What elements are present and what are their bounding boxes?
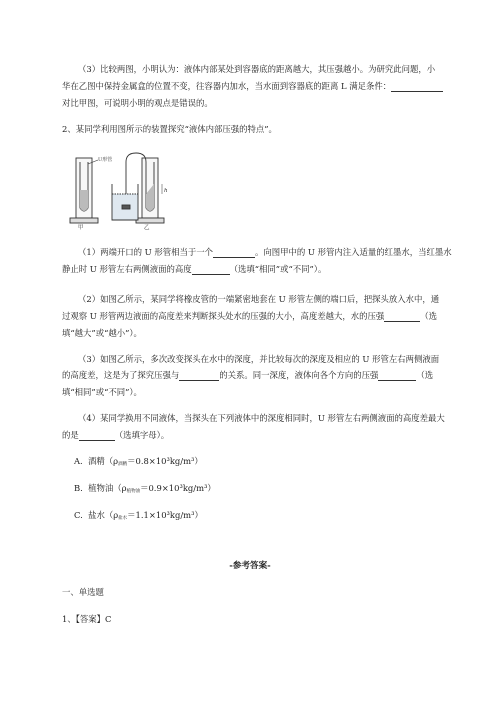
answer-blank[interactable] [384,312,420,322]
option-c-name: 盐水（ρ [88,510,119,520]
option-c-prefix: C. [74,510,83,520]
option-b[interactable] [74,483,216,497]
option-a[interactable] [74,456,203,470]
u-tube-jia [70,158,98,223]
q2-part3-text-a: 的高度差，这是为了探究压强与 [62,370,180,380]
q2-part2-text-b: （选 [420,311,438,321]
q2-part3-text-c: （选 [416,370,434,380]
answer-blank[interactable] [192,265,230,275]
q2-part1-text-d: （选填“相同”或“不同”）。 [229,264,327,274]
q2-part2-text-a: 过观察 U 形管两边液面的高度差来判断探头处水的压强的大小，高度差越大，水的压强 [62,311,385,321]
q2-part2-line3: 填“越大”或“越小”）。 [62,328,142,338]
option-a-value: ＝0.8×10³kg/m³） [127,456,203,466]
apparatus-figure [64,150,174,230]
option-a-name: 酒精（ρ [88,456,119,466]
label-yi: 乙 [144,225,150,230]
q2-part3-line2 [62,370,433,381]
option-c-sub: 盐水 [118,516,128,521]
option-c[interactable] [74,510,203,524]
label-jia: 甲 [78,225,84,230]
q1-part3-line3: 对比甲图，可说明小明的观点是错误的。 [62,98,213,108]
answers-section-heading: 一、单选题 [62,587,104,597]
answer-blank[interactable] [378,371,416,381]
q1-part3-line1: （3）比较两图，小明认为：液体内部某处到容器底的距离越大，其压强越小。为研究此问题，小 [78,64,436,74]
q2-part4-line1: （4）某同学换用不同液体，当探头在下列液体中的深度相同时，U 形管左右两侧液面的高度差最大 [78,413,445,423]
q2-part3-text-b: 的关系。同一深度，液体向各个方向的压强 [219,370,379,380]
answer-blank[interactable] [179,371,219,381]
option-a-prefix: A. [74,456,83,466]
answer-blank[interactable] [213,248,255,258]
q2-part4-line2 [62,430,169,441]
option-b-value: ＝0.9×10³kg/m³） [140,483,216,493]
answer-item-1: 1、【答案】C [62,614,112,624]
u-tube-yi [136,158,164,223]
answers-title: -参考答案- [229,561,271,571]
q2-part2-line2 [62,311,437,322]
q1-part3-line2 [62,81,443,92]
q2-part1-line1 [78,247,452,258]
q2-part1-text-b: 。向图甲中的 U 形管内注入适量的红墨水，当红墨水 [254,247,452,257]
option-b-sub: 植物油 [126,489,141,494]
q2-part1-text-c: 静止时 U 形管左右两侧液面的高度 [62,264,192,274]
water-beaker [112,184,138,220]
answer-blank[interactable] [79,431,115,441]
option-a-sub: 酒精 [118,462,128,467]
q1-part3-line2-text: 华在乙图中保持金属盒的位置不变，往容器内加水，当水面到容器底的距离 L 满足条件： [62,81,392,91]
answer-blank[interactable] [391,82,443,92]
label-u-tube: U形管 [98,157,113,163]
label-h: h [164,188,168,194]
option-b-name: 植物油（ρ [88,483,127,493]
q2-part2-line1: （2）如图乙所示，某同学将橡皮管的一端紧密地套在 U 形管左侧的端口后，把探头放入水中，通 [78,294,440,304]
q2-part1-line2 [62,264,326,275]
q2-part4-text-a: 的是 [62,430,79,440]
q2-part4-text-b: （选填字母）。 [114,430,170,440]
q2-part3-line1: （3）如图乙所示，多次改变探头在水中的深度，并比较每次的深度及相应的 U 形管左右两侧液面 [78,354,440,364]
q2-part1-text-a: （1）两端开口的 U 形管相当于一个 [78,247,213,257]
option-c-value: ＝1.1×10³kg/m³） [127,510,203,520]
q2-stem: 2、某同学利用图所示的装置探究“液体内部压强的特点”。 [62,124,277,134]
q2-part3-line3: 填“相同”或“不同”）。 [62,387,142,397]
option-b-prefix: B. [74,483,83,493]
